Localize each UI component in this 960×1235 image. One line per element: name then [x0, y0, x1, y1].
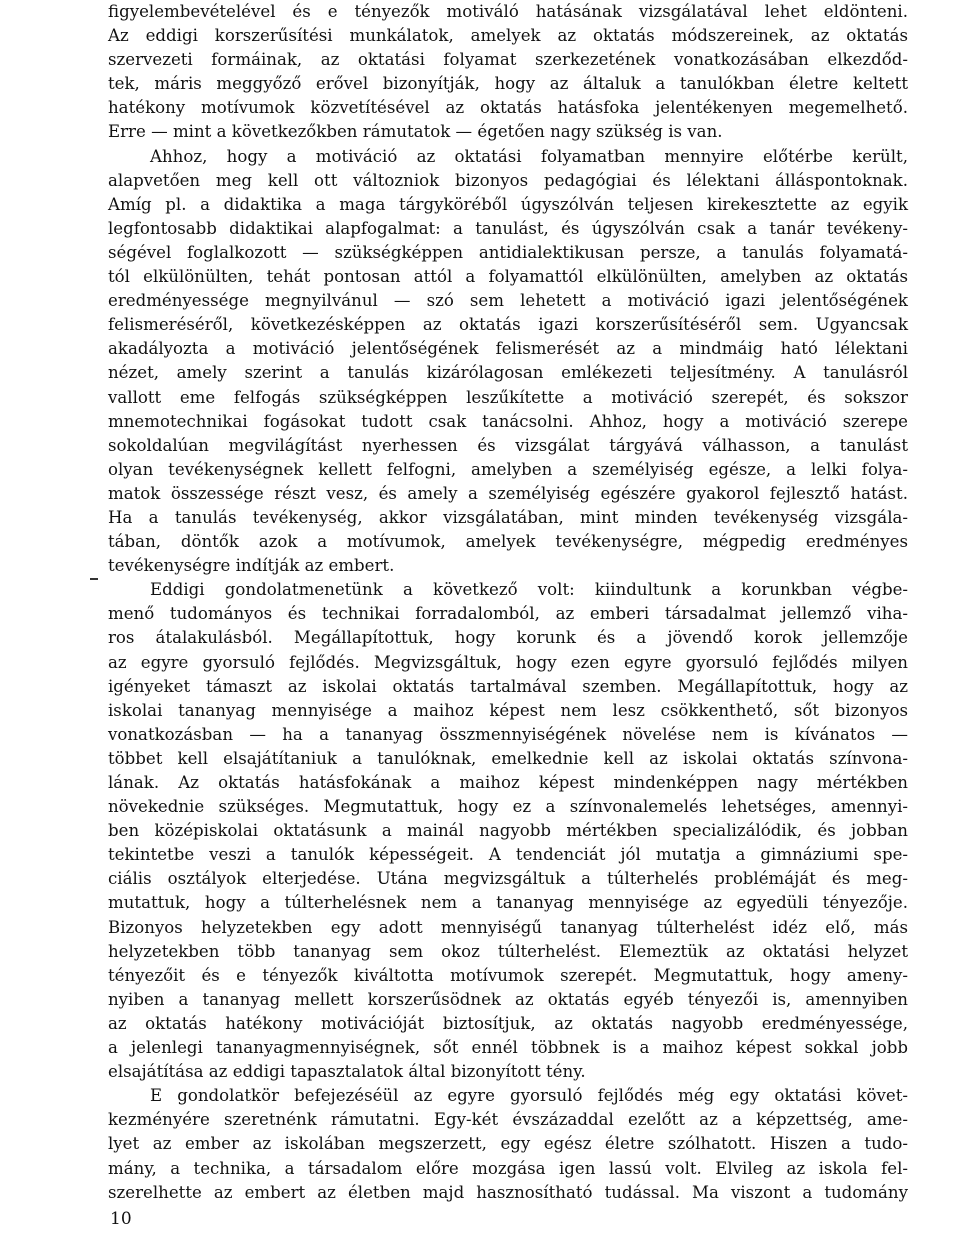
text-line: menő tudományos és technikai forradalomból, az emberi társadalmat jellemző viha- [108, 604, 908, 624]
text-line: mnemotechnikai fogásokat tudott csak tanácsolni. Ahhoz, hogy a motiváció szerepe [108, 411, 908, 431]
text-line: mutattuk, hogy a túlterhelésnek nem a tananyag mennyisége az egyedüli tényezője. [108, 893, 908, 913]
text-line: Bizonyos helyzetekben egy adott mennyiségű tananyag túlterhelést idéz elő, más [108, 917, 908, 937]
text-line: elsajátítása az eddigi tapasztalatok által bizonyított tény. [108, 1062, 586, 1082]
text-line: tekintetbe veszi a tanulók képességeit. A tendenciát jól mutatja a gimnáziumi spe- [108, 845, 908, 865]
text-line: ros átalakulásból. Megállapítottuk, hogy korunk és a jövendő korok jellemzője [108, 628, 908, 648]
text-line: tában, döntők azok a motívumok, amelyek tevékenységre, mégpedig eredményes [108, 532, 908, 552]
text-line: helyzetekben több tananyag sem okoz túlterhelést. Elemeztük az oktatási helyzet [108, 941, 908, 961]
text-line: mány, a technika, a társadalom előre mozgása igen lassú volt. Elvileg az iskola fel- [108, 1158, 908, 1178]
text-line: figyelembevételével és e tényezők motiváló hatásának vizsgálatával lehet eldönteni. [108, 2, 908, 21]
text-line: felismeréséről, következésképpen az oktatás igazi korszerűsítéséről sem. Ugyancsak [108, 315, 908, 335]
text-line: az egyre gyorsuló fejlődés. Megvizsgáltuk, hogy ezen egyre gyorsuló fejlődés milyen [108, 652, 908, 672]
paragraph-4 [108, 1084, 908, 1204]
page-text [108, 0, 908, 1205]
text-line: Az eddigi korszerűsítési munkálatok, amelyek az oktatás módszereinek, az oktatás [108, 26, 908, 46]
text-line: iskolai tananyag mennyisége a maihoz képest nem lesz csökkenthető, sőt bizonyos [108, 700, 908, 720]
text-line: hatékony motívumok közvetítésével az oktatás hatásfoka jelentékenyen megemelhető. [108, 98, 908, 118]
scan-speck [90, 578, 98, 580]
text-line: tevékenységre indítják az embert. [108, 556, 395, 576]
text-line: olyan tevékenységnek kellett felfogni, amelyben a személyiség egésze, a lelki folya- [108, 459, 908, 479]
page-number: 10 [110, 1209, 132, 1229]
text-line: nyiben a tananyag mellett korszerűsödnek az oktatás egyéb tényezői is, amennyiben [108, 989, 908, 1009]
text-line: az oktatás hatékony motivációját biztosítjuk, az oktatás nagyobb eredményessége, [108, 1013, 908, 1033]
text-line: Eddigi gondolatmenetünk a következő volt: kiindultunk a korunkban végbe- [150, 580, 908, 600]
text-line: szerelhette az embert az életben majd hasznosítható tudással. Ma viszont a tudomány [108, 1182, 908, 1202]
text-line: igényeket támaszt az iskolai oktatás tartalmával szemben. Megállapítottuk, hogy az [108, 676, 908, 696]
text-line: vonatkozásban — ha a tananyag összmennyiségének növelése nem is kívánatos — [108, 724, 908, 744]
text-line: vallott eme felfogás szükségképpen leszűkítette a motiváció szerepét, és sokszor [108, 387, 908, 407]
text-line: tek, máris meggyőző erővel bizonyítják, hogy az általuk a tanulókban életre keltett [108, 74, 908, 94]
text-line: ciális osztályok elterjedése. Utána megvizsgáltuk a túlterhelés problémáját és meg- [108, 869, 908, 889]
text-line: matok összessége részt vesz, és amely a személyiség egészére gyakorol fejlesztő hatást. [108, 483, 908, 503]
paragraph-3 [108, 578, 908, 1084]
text-line: szervezeti formáinak, az oktatási folyamat szerkezetének vonatkozásában elkezdőd- [108, 50, 908, 70]
text-line: alapvetően meg kell ott változniok bizonyos pedagógiai és lélektani álláspontoknak. [108, 170, 908, 190]
text-line: Ahhoz, hogy a motiváció az oktatási folyamatban mennyire előtérbe került, [150, 146, 908, 166]
text-line: ben középiskolai oktatásunk a mainál nagyobb mértékben specializálódik, és jobban [108, 821, 908, 841]
text-line: tényezőit és e tényezők kiváltotta motívumok szerepét. Megmutattuk, hogy ameny- [108, 965, 908, 985]
text-line: E gondolatkör befejezéséül az egyre gyorsuló fejlődés még egy oktatási követ- [150, 1086, 908, 1106]
text-line: sokoldalúan megvilágítást nyerhessen és vizsgálat tárgyává válhasson, a tanulást [108, 435, 908, 455]
text-line: lyet az ember az iskolában megszerzett, egy egész életre szólhatott. Hiszen a tudo- [108, 1134, 908, 1154]
text-line: akadályozta a motiváció jelentőségének felismerését az a mindmáig ható lélektani [108, 339, 908, 359]
paragraph-2 [108, 145, 908, 579]
text-line: Ha a tanulás tevékenység, akkor vizsgálatában, mint minden tevékenység vizsgála- [108, 507, 908, 527]
text-line: kezményére szeretnénk rámutatni. Egy-két évszázaddal ezelőtt az a képzettség, ame- [108, 1110, 908, 1130]
text-line: eredményessége megnyilvánul — szó sem lehetett a motiváció igazi jelentőségének [108, 291, 908, 311]
text-line: többet kell elsajátítaniuk a tanulóknak, emelkednie kell az iskolai oktatás színvona- [108, 748, 908, 768]
text-line: lának. Az oktatás hatásfokának a maihoz képest mindenképpen nagy mértékben [108, 773, 908, 792]
text-line: ségével foglalkozott — szükségképpen antidialektikusan persze, a tanulás folyamatá- [108, 242, 908, 262]
text-line: tól elkülönülten, tehát pontosan attól a folyamattól elkülönülten, amelyben az oktatás [108, 267, 908, 287]
text-line: Erre — mint a következőkben rámutatok — égetően nagy szükség is van. [108, 122, 723, 142]
text-line: legfontosabb didaktikai alapfogalmat: a tanulást, és úgyszólván csak a tanár tevékeny- [108, 218, 908, 238]
text-line: növekednie szükséges. Megmutattuk, hogy ez a színvonalemelés lehetséges, amennyi- [108, 797, 908, 817]
text-line: nézet, amely szerint a tanulás kizárólagosan emlékezeti teljesítmény. A tanulásról [108, 363, 908, 383]
paragraph-1 [108, 0, 908, 145]
text-line: Amíg pl. a didaktika a maga tárgyköréből úgyszólván teljesen kirekesztette az egyik [108, 194, 908, 214]
text-line: a jelenlegi tananyagmennyiségnek, sőt ennél többnek is a maihoz képest sokkal jobb [108, 1038, 908, 1058]
